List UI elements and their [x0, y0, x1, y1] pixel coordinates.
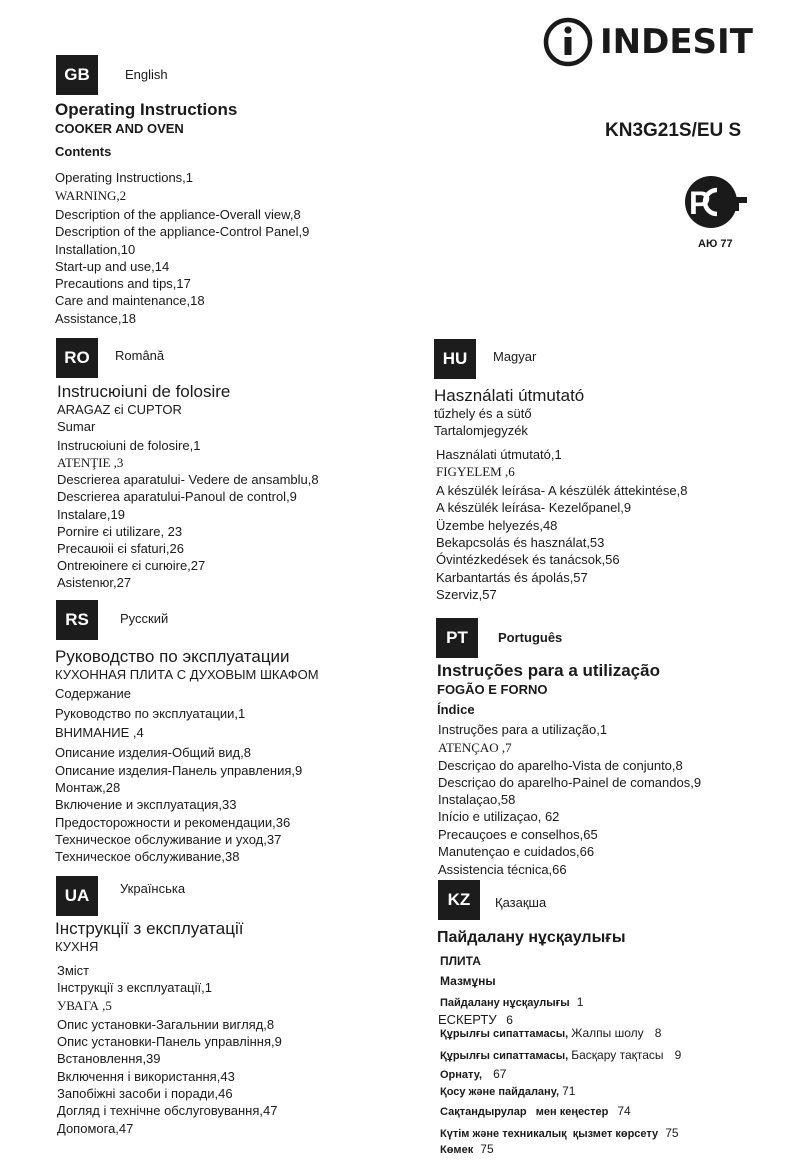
kz-toc-item [440, 995, 583, 1009]
ua-toc-item: Опис установки-Панель управління,9 [57, 1034, 282, 1049]
pt-toc-item: Manutençao e cuidados,66 [438, 844, 595, 859]
kz-toc-label: Сақтандырулар мен кеңестер [440, 1106, 609, 1118]
kz-toc-label: Күтім және техникалық қызмет көрсету [440, 1128, 659, 1140]
ro-toc-item: Descrierea aparatului-Panoul de control,9 [57, 489, 297, 504]
rs-toc-item: Техническое обслуживание и уход,37 [55, 832, 282, 847]
kz-toc-item [440, 1084, 575, 1098]
kz-toc-page: 75 [480, 1142, 494, 1156]
kz-toc-item [438, 1012, 513, 1027]
kz-toc-item [440, 1142, 494, 1156]
ro-toc-item: Pornire єi utilizare, 23 [57, 524, 183, 539]
ua-contents-label: Зміст [57, 963, 90, 978]
pt-contents-label: Índice [437, 702, 475, 717]
rs-title: Руководство по эксплуатации [55, 647, 290, 666]
kz-toc-item [440, 1026, 661, 1040]
language-badge-ua: UA [56, 876, 98, 916]
brand-logo [542, 16, 753, 68]
ua-subtitle: КУХНЯ [55, 939, 99, 954]
rs-toc-item: Включение и эксплуатация,33 [55, 797, 237, 812]
rs-toc-item: Предосторожности и рекомендации,36 [55, 815, 291, 830]
hu-toc-item: Bekapcsolás és használat,53 [436, 535, 605, 550]
language-name-kz: Қазақша [495, 895, 547, 910]
rs-toc-item: Техническое обслуживание,38 [55, 849, 240, 864]
ua-toc-item: Інструкції з експлуатації,1 [57, 980, 212, 995]
gb-toc-item: WARNING,2 [55, 188, 127, 203]
kz-toc-page: 71 [562, 1084, 576, 1098]
rs-toc-item: ВНИМАНИЕ ,4 [55, 725, 144, 740]
kz-toc-page: 67 [493, 1067, 507, 1081]
kz-contents-label: Мазмұны [440, 974, 496, 988]
ro-toc-item: ATENŢIE ,3 [57, 455, 124, 470]
indesit-i-icon [542, 16, 594, 68]
kz-toc-label: Пайдалану нұсқаулығы [440, 997, 570, 1009]
kz-toc-label: Құрылғы сипаттамасы, [440, 1028, 569, 1040]
ua-toc-item: Допомога,47 [57, 1121, 134, 1136]
kz-toc-item [440, 1067, 506, 1081]
pt-toc-item: ATENÇAO ,7 [438, 740, 512, 755]
gb-toc-item: Assistance,18 [55, 311, 136, 326]
ro-toc-item: Precauюii єi sfaturi,26 [57, 541, 184, 556]
hu-title: Használati útmutató [434, 386, 585, 405]
pt-toc-item: Início e utilizaçao, 62 [438, 809, 560, 824]
ro-toc-item: Descrierea aparatului- Vedere de ansamblu,8 [57, 472, 319, 487]
language-name-gb: English [125, 67, 168, 82]
hu-subtitle: tűzhely és a sütő [434, 406, 532, 421]
ro-subtitle: ARAGAZ єi CUPTOR [57, 402, 182, 417]
kz-toc-page: 74 [617, 1104, 631, 1118]
gb-toc-item: Installation,10 [55, 242, 136, 257]
kz-subtitle: ПЛИТА [440, 954, 481, 968]
ua-toc-item: Запобіжні засоби і поради,46 [57, 1086, 233, 1101]
gb-subtitle: COOKER AND OVEN [55, 121, 184, 136]
ro-toc-item: Ontreюinere єi curюire,27 [57, 558, 206, 573]
pt-subtitle: FOGÃO E FORNO [437, 682, 548, 697]
hu-contents-label: Tartalomjegyzék [434, 423, 528, 438]
certification-mark-icon [683, 174, 751, 230]
rs-toc-item: Описание изделия-Общий вид,8 [55, 745, 251, 760]
gb-toc-item: Description of the appliance-Overall view,8 [55, 207, 301, 222]
ua-toc-item: Опис установки-Загальнии вигляд,8 [57, 1017, 275, 1032]
language-name-rs: Русский [120, 611, 169, 626]
hu-toc-item: FIGYELEM ,6 [436, 464, 515, 479]
kz-toc-page: 8 [654, 1026, 662, 1040]
hu-toc-item: Szerviz,57 [436, 587, 497, 602]
ro-toc-item: Instalare,19 [57, 507, 125, 522]
ro-toc-item: Asistenюr,27 [57, 575, 132, 590]
kz-toc-label: Қосу және пайдалану, [440, 1086, 560, 1098]
language-name-hu: Magyar [493, 349, 537, 364]
hu-toc-item: Óvintézkedések és tanácsok,56 [436, 552, 620, 567]
kz-toc-extra: Жалпы шолу [571, 1026, 644, 1040]
ua-title: Інструкції з експлуатації [55, 919, 244, 938]
ro-toc-item: Instrucюiuni de folosire,1 [57, 438, 201, 453]
hu-toc-item: A készülék leírása- A készülék áttekintése,8 [436, 483, 688, 498]
pt-title: Instruções para a utilização [437, 661, 660, 680]
kz-toc-label: Орнату, [440, 1069, 483, 1081]
kz-toc-label: Құрылғы сипаттамасы, [440, 1050, 569, 1062]
gb-contents-label: Contents [55, 144, 112, 159]
kz-title: Пайдалану нұсқаулығы [437, 929, 626, 946]
kz-toc-label: ЕСКЕРТУ [438, 1012, 497, 1027]
ro-contents-label: Sumar [57, 419, 96, 434]
kz-toc-item [440, 1126, 679, 1140]
rs-toc-item: Описание изделия-Панель управления,9 [55, 763, 303, 778]
gb-toc-item: Start-up and use,14 [55, 259, 170, 274]
language-badge-hu: HU [434, 339, 476, 379]
language-name-ua: Українська [120, 881, 186, 896]
ua-toc-item: Включення і використання,43 [57, 1069, 235, 1084]
pt-toc-item: Descriçao do aparelho-Painel de comandos,9 [438, 775, 702, 790]
svg-text:P: P [689, 185, 711, 221]
ua-toc-item: Догляд і технічне обслуговування,47 [57, 1103, 278, 1118]
kz-toc-page: 9 [674, 1048, 682, 1062]
language-badge-rs: RS [56, 600, 98, 640]
pt-toc-item: Instalaçao,58 [438, 792, 516, 807]
language-badge-kz: KZ [438, 880, 480, 920]
language-name-pt: Português [498, 630, 563, 645]
hu-toc-item: Karbantartás és ápolás,57 [436, 570, 588, 585]
ua-toc-item: Встановлення,39 [57, 1051, 161, 1066]
brand-name: INDESIT [600, 22, 753, 62]
rs-contents-label: Содержание [55, 686, 131, 701]
model-number: KN3G21S/EU S [605, 120, 742, 141]
ro-title: Instrucюiuni de folosire [57, 382, 231, 401]
gb-title: Operating Instructions [55, 100, 238, 119]
kz-toc-item [440, 1104, 631, 1118]
kz-toc-page: 1 [576, 995, 584, 1009]
kz-toc-label: Көмек [440, 1144, 474, 1156]
gb-toc-item: Description of the appliance-Control Panel,9 [55, 224, 310, 239]
ua-toc-item: УВАГА ,5 [57, 998, 112, 1013]
language-badge-gb: GB [56, 55, 98, 95]
rs-subtitle: КУХОННАЯ ПЛИТА С ДУХОВЫМ ШКАФОМ [55, 667, 319, 682]
hu-toc-item: Üzembe helyezés,48 [436, 518, 558, 533]
hu-toc-item: A készülék leírása- Kezelőpanel,9 [436, 500, 632, 515]
pt-toc-item: Instruções para a utilização,1 [438, 722, 608, 737]
pt-toc-item: Assistencia técnica,66 [438, 862, 567, 877]
language-badge-pt: PT [436, 618, 478, 658]
language-name-ro: Română [115, 348, 165, 363]
kz-toc-extra: Басқару тақтасы [571, 1048, 664, 1062]
kz-toc-page: 75 [665, 1126, 679, 1140]
pt-toc-item: Descriçao do aparelho-Vista de conjunto,8 [438, 758, 683, 773]
rs-toc-item: Руководство по эксплуатации,1 [55, 706, 246, 721]
hu-toc-item: Használati útmutató,1 [436, 447, 562, 462]
gb-toc-item: Precautions and tips,17 [55, 276, 191, 291]
language-badge-ro: RO [56, 338, 98, 378]
certification-label: АЮ 77 [698, 238, 733, 250]
kz-toc-page: 6 [506, 1013, 513, 1027]
gb-toc-item: Operating Instructions,1 [55, 170, 194, 185]
rs-toc-item: Монтаж,28 [55, 780, 121, 795]
pt-toc-item: Precauçoes e conselhos,65 [438, 827, 598, 842]
gb-toc-item: Care and maintenance,18 [55, 293, 205, 308]
kz-toc-item [440, 1048, 681, 1062]
